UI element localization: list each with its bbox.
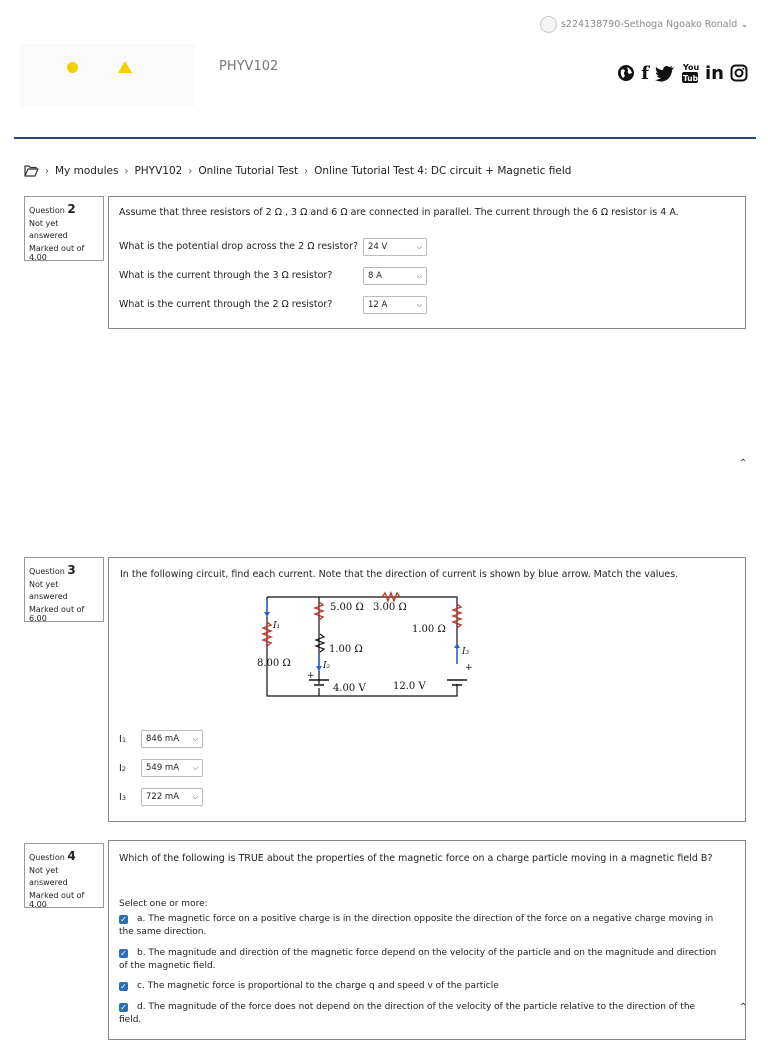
battery-label: 12.0 V — [393, 681, 426, 692]
answer-select[interactable] — [363, 296, 427, 314]
youtube-icon[interactable] — [681, 62, 704, 84]
question-marks: 6.00 — [29, 614, 47, 624]
breadcrumb-item-quiz[interactable]: Online Tutorial Test 4: DC circuit + Magnetic field — [314, 165, 572, 177]
chevron-down-icon: ⌵ — [416, 242, 422, 251]
answer-select[interactable] — [141, 759, 203, 777]
chevron-down-icon: ⌵ — [192, 763, 198, 772]
breadcrumb — [24, 165, 571, 177]
resistor-label: 5.00 Ω — [330, 602, 364, 613]
variable-name: I — [119, 763, 122, 774]
variable-subscript: 2 — [121, 764, 126, 773]
course-code: PHYV102 — [219, 59, 279, 74]
breadcrumb-item-course[interactable]: PHYV102 — [134, 165, 183, 177]
instagram-icon[interactable] — [730, 64, 748, 82]
option-text-cont: of the magnetic field. — [119, 961, 216, 972]
question-info-2 — [24, 196, 104, 261]
match-row — [119, 270, 332, 281]
option-c[interactable] — [119, 980, 727, 993]
checkbox-checked-icon[interactable]: ✓ — [120, 982, 127, 991]
option-text-cont: the same direction. — [119, 927, 207, 938]
variable-subscript: 1 — [121, 735, 126, 744]
site-logo[interactable] — [20, 44, 195, 106]
match-row — [119, 299, 332, 310]
option-b[interactable] — [119, 947, 727, 973]
variable-subscript: 3 — [121, 793, 126, 802]
question-info-3 — [24, 557, 104, 622]
question-label: Question — [29, 853, 65, 862]
resistor-label: 8.00 Ω — [257, 658, 291, 669]
select-instruction: Select one or more: — [119, 899, 208, 909]
chevron-right-icon: › — [124, 165, 129, 177]
chevron-right-icon: › — [45, 165, 49, 177]
question-marked-label: Marked out of — [29, 891, 85, 900]
answer-select[interactable] — [363, 267, 427, 285]
select-value: 722 mA — [146, 792, 180, 802]
question-marked-label: Marked out of — [29, 244, 85, 253]
answer-select[interactable] — [141, 730, 203, 748]
user-name: s224138790-Sethoga Ngoako Ronald — [560, 19, 738, 30]
avatar — [540, 16, 557, 33]
chevron-down-icon: ⌵ — [416, 300, 422, 309]
plus-sign: + — [307, 671, 315, 681]
question-3-content — [108, 557, 746, 822]
variable-name: I — [119, 792, 122, 803]
current-label: I₁ — [273, 621, 281, 631]
globe-icon[interactable] — [617, 64, 635, 82]
chevron-down-icon: ⌄ — [741, 20, 748, 29]
svg-text:Tube: Tube — [683, 74, 704, 83]
breadcrumb-item-category[interactable]: Online Tutorial Test — [198, 165, 299, 177]
resistor-label: 1.00 Ω — [329, 644, 363, 655]
linkedin-icon[interactable]: in — [705, 62, 724, 84]
option-d[interactable] — [119, 1001, 727, 1027]
question-label: Question — [29, 206, 65, 215]
social-links — [617, 62, 748, 84]
checkbox-checked-icon[interactable]: ✓ — [120, 915, 127, 924]
logo-triangle-icon — [118, 61, 132, 73]
match-row — [119, 241, 358, 252]
select-value: 12 A — [368, 300, 388, 310]
question-marked-label: Marked out of — [29, 605, 85, 614]
scroll-up-icon[interactable]: ⌃ — [739, 458, 748, 469]
option-text: d. The magnitude of the force does not depend on the direction of the velocity of the particle relative to the direction of the — [137, 1002, 696, 1012]
resistor-label: 1.00 Ω — [412, 624, 446, 635]
question-2-content — [108, 196, 746, 329]
match-item-text: What is the current through the 2 Ω resistor? — [119, 299, 333, 310]
chevron-down-icon: ⌵ — [192, 792, 198, 801]
select-value: 846 mA — [146, 734, 180, 744]
select-value: 24 V — [368, 242, 388, 252]
question-prompt: Which of the following is TRUE about the properties of the magnetic force on a charge particle moving in a magnetic field B? — [119, 853, 713, 864]
chevron-down-icon: ⌵ — [192, 734, 198, 743]
user-menu[interactable] — [540, 16, 748, 33]
current-label: I₂ — [323, 661, 331, 671]
current-label: I₃ — [462, 647, 470, 657]
question-marks: 4.00 — [29, 900, 47, 910]
logo-dot-icon — [67, 62, 78, 73]
checkbox-checked-icon[interactable]: ✓ — [120, 1003, 127, 1012]
question-marks: 4.00 — [29, 253, 47, 263]
question-4-content — [108, 840, 746, 1040]
question-number: 2 — [67, 202, 76, 216]
scroll-up-icon[interactable]: ⌃ — [739, 1002, 748, 1013]
option-text: a. The magnetic force on a positive charge is in the direction opposite the direction of the force on a negative charge moving in — [137, 914, 714, 924]
header-divider — [14, 137, 756, 139]
checkbox-checked-icon[interactable]: ✓ — [120, 949, 127, 958]
plus-sign: + — [465, 663, 473, 673]
option-text: c. The magnetic force is proportional to the charge q and speed v of the particle — [137, 981, 499, 991]
chevron-right-icon: › — [304, 165, 309, 177]
question-prompt: In the following circuit, find each current. Note that the direction of current is shown by blue arrow. Match the values. — [120, 569, 679, 580]
question-number: 3 — [67, 563, 76, 577]
answer-select[interactable] — [363, 238, 427, 256]
question-status: Not yet answered — [29, 580, 68, 601]
twitter-icon[interactable] — [655, 65, 675, 82]
match-item-text: What is the current through the 3 Ω resistor? — [119, 270, 333, 281]
question-prompt: Assume that three resistors of 2 Ω , 3 Ω and 6 Ω are connected in parallel. The current through the 6 Ω resistor is 4 A. — [119, 207, 679, 218]
chevron-down-icon: ⌵ — [416, 271, 422, 280]
breadcrumb-item-modules[interactable]: My modules — [55, 165, 119, 177]
svg-text:You: You — [683, 63, 700, 72]
question-number: 4 — [67, 849, 76, 863]
folder-open-icon[interactable] — [24, 165, 39, 177]
variable-name: I — [119, 734, 122, 745]
select-value: 8 A — [368, 271, 382, 281]
answer-select[interactable] — [141, 788, 203, 806]
resistor-label: 3.00 Ω — [373, 602, 407, 613]
facebook-icon[interactable]: f — [641, 62, 650, 84]
question-status: Not yet answered — [29, 866, 68, 887]
select-value: 549 mA — [146, 763, 180, 773]
battery-label: 4.00 V — [333, 683, 366, 694]
chevron-right-icon: › — [188, 165, 193, 177]
question-status: Not yet answered — [29, 219, 68, 240]
match-row — [119, 763, 126, 774]
option-text: b. The magnitude and direction of the magnetic force depend on the velocity of the particle and on the magnitude and direction — [137, 948, 717, 958]
option-a[interactable] — [119, 913, 727, 939]
question-info-4 — [24, 843, 104, 908]
match-item-text: What is the potential drop across the 2 Ω resistor? — [119, 241, 359, 252]
question-label: Question — [29, 567, 65, 576]
match-row — [119, 734, 126, 745]
match-row — [119, 792, 126, 803]
option-text-cont: field. — [119, 1015, 142, 1026]
circuit-diagram — [257, 592, 472, 702]
